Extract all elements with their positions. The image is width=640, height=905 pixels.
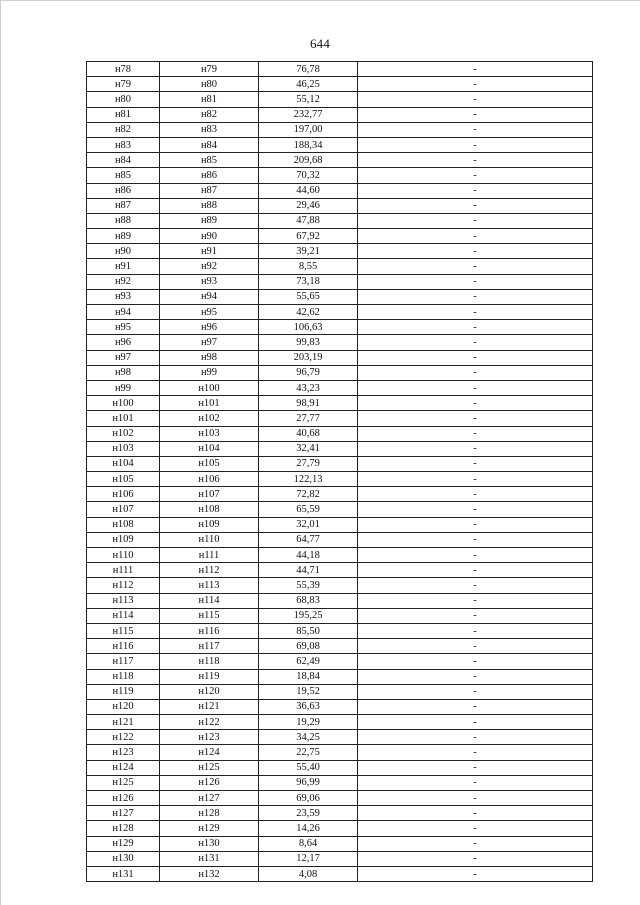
- note-cell: -: [358, 684, 593, 699]
- to-point-cell: н86: [160, 168, 259, 183]
- to-point-cell: н119: [160, 669, 259, 684]
- to-point-cell: н106: [160, 472, 259, 487]
- note-cell: -: [358, 821, 593, 836]
- note-cell: -: [358, 77, 593, 92]
- table-row: [87, 669, 593, 684]
- distance-cell: 40,68: [259, 426, 358, 441]
- to-point-cell: н118: [160, 654, 259, 669]
- distance-cell: 42,62: [259, 305, 358, 320]
- from-point-cell: н84: [87, 153, 160, 168]
- from-point-cell: н95: [87, 320, 160, 335]
- distance-cell: 98,91: [259, 396, 358, 411]
- to-point-cell: н112: [160, 563, 259, 578]
- distance-cell: 72,82: [259, 487, 358, 502]
- distance-cell: 73,18: [259, 274, 358, 289]
- table-row: [87, 775, 593, 790]
- table-row: [87, 137, 593, 152]
- table-row: [87, 213, 593, 228]
- distance-cell: 96,99: [259, 775, 358, 790]
- note-cell: -: [358, 745, 593, 760]
- to-point-cell: н104: [160, 441, 259, 456]
- distance-cell: 32,01: [259, 517, 358, 532]
- from-point-cell: н115: [87, 623, 160, 638]
- table-row: [87, 487, 593, 502]
- note-cell: -: [358, 183, 593, 198]
- note-cell: -: [358, 365, 593, 380]
- distance-cell: 68,83: [259, 593, 358, 608]
- table-row: [87, 472, 593, 487]
- table-body: [87, 62, 593, 882]
- to-point-cell: н90: [160, 229, 259, 244]
- note-cell: -: [358, 350, 593, 365]
- distance-cell: 188,34: [259, 137, 358, 152]
- distance-cell: 18,84: [259, 669, 358, 684]
- table-row: [87, 183, 593, 198]
- to-point-cell: н114: [160, 593, 259, 608]
- table-row: [87, 168, 593, 183]
- to-point-cell: н131: [160, 851, 259, 866]
- from-point-cell: н125: [87, 775, 160, 790]
- note-cell: -: [358, 259, 593, 274]
- distance-cell: 4,08: [259, 866, 358, 881]
- table-row: [87, 608, 593, 623]
- from-point-cell: н119: [87, 684, 160, 699]
- table-row: [87, 715, 593, 730]
- to-point-cell: н82: [160, 107, 259, 122]
- note-cell: -: [358, 396, 593, 411]
- table-row: [87, 305, 593, 320]
- note-cell: -: [358, 639, 593, 654]
- note-cell: -: [358, 274, 593, 289]
- table-row: [87, 791, 593, 806]
- distance-cell: 197,00: [259, 122, 358, 137]
- from-point-cell: н128: [87, 821, 160, 836]
- table-row: [87, 639, 593, 654]
- distance-cell: 209,68: [259, 153, 358, 168]
- from-point-cell: н108: [87, 517, 160, 532]
- table-row: [87, 426, 593, 441]
- note-cell: -: [358, 730, 593, 745]
- from-point-cell: н83: [87, 137, 160, 152]
- note-cell: -: [358, 791, 593, 806]
- from-point-cell: н110: [87, 548, 160, 563]
- from-point-cell: н109: [87, 532, 160, 547]
- from-point-cell: н116: [87, 639, 160, 654]
- table-row: [87, 259, 593, 274]
- from-point-cell: н131: [87, 866, 160, 881]
- table-row: [87, 62, 593, 77]
- note-cell: -: [358, 305, 593, 320]
- note-cell: -: [358, 472, 593, 487]
- distance-cell: 62,49: [259, 654, 358, 669]
- coordinates-table: [86, 61, 593, 882]
- distance-cell: 8,55: [259, 259, 358, 274]
- table-row: [87, 851, 593, 866]
- distance-cell: 195,25: [259, 608, 358, 623]
- table-row: [87, 229, 593, 244]
- to-point-cell: н124: [160, 745, 259, 760]
- from-point-cell: н82: [87, 122, 160, 137]
- note-cell: -: [358, 62, 593, 77]
- note-cell: -: [358, 578, 593, 593]
- from-point-cell: н122: [87, 730, 160, 745]
- note-cell: -: [358, 320, 593, 335]
- from-point-cell: н79: [87, 77, 160, 92]
- table-row: [87, 77, 593, 92]
- from-point-cell: н97: [87, 350, 160, 365]
- to-point-cell: н83: [160, 122, 259, 137]
- from-point-cell: н103: [87, 441, 160, 456]
- note-cell: -: [358, 380, 593, 395]
- table-row: [87, 244, 593, 259]
- to-point-cell: н98: [160, 350, 259, 365]
- page-number: 644: [309, 36, 331, 51]
- distance-cell: 14,26: [259, 821, 358, 836]
- to-point-cell: н81: [160, 92, 259, 107]
- note-cell: -: [358, 851, 593, 866]
- to-point-cell: н93: [160, 274, 259, 289]
- note-cell: -: [358, 502, 593, 517]
- from-point-cell: н96: [87, 335, 160, 350]
- table-row: [87, 411, 593, 426]
- from-point-cell: н92: [87, 274, 160, 289]
- table-row: [87, 320, 593, 335]
- from-point-cell: н91: [87, 259, 160, 274]
- table-row: [87, 548, 593, 563]
- from-point-cell: н124: [87, 760, 160, 775]
- note-cell: -: [358, 153, 593, 168]
- table-row: [87, 122, 593, 137]
- note-cell: -: [358, 836, 593, 851]
- from-point-cell: н78: [87, 62, 160, 77]
- note-cell: -: [358, 866, 593, 881]
- note-cell: -: [358, 92, 593, 107]
- distance-cell: 8,64: [259, 836, 358, 851]
- note-cell: -: [358, 441, 593, 456]
- to-point-cell: н110: [160, 532, 259, 547]
- table-row: [87, 563, 593, 578]
- to-point-cell: н108: [160, 502, 259, 517]
- to-point-cell: н95: [160, 305, 259, 320]
- distance-cell: 76,78: [259, 62, 358, 77]
- distance-cell: 27,77: [259, 411, 358, 426]
- from-point-cell: н94: [87, 305, 160, 320]
- to-point-cell: н129: [160, 821, 259, 836]
- scan-edge-left: [0, 0, 1, 905]
- from-point-cell: н118: [87, 669, 160, 684]
- from-point-cell: н105: [87, 472, 160, 487]
- table-row: [87, 684, 593, 699]
- distance-cell: 47,88: [259, 213, 358, 228]
- distance-cell: 44,60: [259, 183, 358, 198]
- distance-cell: 99,83: [259, 335, 358, 350]
- note-cell: -: [358, 198, 593, 213]
- to-point-cell: н120: [160, 684, 259, 699]
- table-row: [87, 745, 593, 760]
- to-point-cell: н96: [160, 320, 259, 335]
- table-row: [87, 730, 593, 745]
- distance-cell: 232,77: [259, 107, 358, 122]
- table-row: [87, 699, 593, 714]
- distance-cell: 69,06: [259, 791, 358, 806]
- note-cell: -: [358, 289, 593, 304]
- table-row: [87, 593, 593, 608]
- from-point-cell: н89: [87, 229, 160, 244]
- distance-cell: 55,40: [259, 760, 358, 775]
- table-row: [87, 441, 593, 456]
- to-point-cell: н89: [160, 213, 259, 228]
- from-point-cell: н93: [87, 289, 160, 304]
- note-cell: -: [358, 411, 593, 426]
- to-point-cell: н103: [160, 426, 259, 441]
- table-row: [87, 866, 593, 881]
- to-point-cell: н109: [160, 517, 259, 532]
- distance-cell: 67,92: [259, 229, 358, 244]
- distance-cell: 22,75: [259, 745, 358, 760]
- table-row: [87, 821, 593, 836]
- to-point-cell: н107: [160, 487, 259, 502]
- note-cell: -: [358, 517, 593, 532]
- from-point-cell: н120: [87, 699, 160, 714]
- from-point-cell: н123: [87, 745, 160, 760]
- distance-cell: 46,25: [259, 77, 358, 92]
- distance-cell: 64,77: [259, 532, 358, 547]
- table-row: [87, 760, 593, 775]
- from-point-cell: н113: [87, 593, 160, 608]
- note-cell: -: [358, 548, 593, 563]
- distance-cell: 19,52: [259, 684, 358, 699]
- table-row: [87, 92, 593, 107]
- distance-cell: 55,65: [259, 289, 358, 304]
- distance-cell: 203,19: [259, 350, 358, 365]
- note-cell: -: [358, 168, 593, 183]
- distance-cell: 36,63: [259, 699, 358, 714]
- note-cell: -: [358, 669, 593, 684]
- distance-cell: 70,32: [259, 168, 358, 183]
- from-point-cell: н106: [87, 487, 160, 502]
- distance-cell: 43,23: [259, 380, 358, 395]
- note-cell: -: [358, 335, 593, 350]
- to-point-cell: н84: [160, 137, 259, 152]
- from-point-cell: н127: [87, 806, 160, 821]
- note-cell: -: [358, 229, 593, 244]
- to-point-cell: н91: [160, 244, 259, 259]
- to-point-cell: н92: [160, 259, 259, 274]
- distance-cell: 44,71: [259, 563, 358, 578]
- from-point-cell: н87: [87, 198, 160, 213]
- distance-cell: 12,17: [259, 851, 358, 866]
- to-point-cell: н121: [160, 699, 259, 714]
- from-point-cell: н86: [87, 183, 160, 198]
- from-point-cell: н101: [87, 411, 160, 426]
- table-row: [87, 153, 593, 168]
- to-point-cell: н102: [160, 411, 259, 426]
- table-row: [87, 289, 593, 304]
- to-point-cell: н123: [160, 730, 259, 745]
- to-point-cell: н113: [160, 578, 259, 593]
- distance-cell: 32,41: [259, 441, 358, 456]
- distance-cell: 29,46: [259, 198, 358, 213]
- from-point-cell: н121: [87, 715, 160, 730]
- to-point-cell: н122: [160, 715, 259, 730]
- from-point-cell: н90: [87, 244, 160, 259]
- to-point-cell: н87: [160, 183, 259, 198]
- to-point-cell: н99: [160, 365, 259, 380]
- from-point-cell: н130: [87, 851, 160, 866]
- distance-cell: 69,08: [259, 639, 358, 654]
- note-cell: -: [358, 122, 593, 137]
- to-point-cell: н125: [160, 760, 259, 775]
- from-point-cell: н117: [87, 654, 160, 669]
- from-point-cell: н107: [87, 502, 160, 517]
- to-point-cell: н105: [160, 456, 259, 471]
- note-cell: -: [358, 487, 593, 502]
- table-row: [87, 350, 593, 365]
- note-cell: -: [358, 244, 593, 259]
- table-row: [87, 532, 593, 547]
- note-cell: -: [358, 608, 593, 623]
- note-cell: -: [358, 107, 593, 122]
- from-point-cell: н99: [87, 380, 160, 395]
- table-row: [87, 502, 593, 517]
- table-row: [87, 623, 593, 638]
- distance-cell: 55,12: [259, 92, 358, 107]
- table-row: [87, 578, 593, 593]
- from-point-cell: н102: [87, 426, 160, 441]
- note-cell: -: [358, 137, 593, 152]
- from-point-cell: н88: [87, 213, 160, 228]
- distance-cell: 106,63: [259, 320, 358, 335]
- to-point-cell: н85: [160, 153, 259, 168]
- to-point-cell: н94: [160, 289, 259, 304]
- note-cell: -: [358, 715, 593, 730]
- table-row: [87, 456, 593, 471]
- from-point-cell: н80: [87, 92, 160, 107]
- note-cell: -: [358, 623, 593, 638]
- note-cell: -: [358, 456, 593, 471]
- to-point-cell: н127: [160, 791, 259, 806]
- distance-cell: 23,59: [259, 806, 358, 821]
- distance-cell: 39,21: [259, 244, 358, 259]
- from-point-cell: н111: [87, 563, 160, 578]
- table-row: [87, 806, 593, 821]
- to-point-cell: н128: [160, 806, 259, 821]
- table-row: [87, 365, 593, 380]
- from-point-cell: н104: [87, 456, 160, 471]
- to-point-cell: н132: [160, 866, 259, 881]
- from-point-cell: н100: [87, 396, 160, 411]
- from-point-cell: н81: [87, 107, 160, 122]
- to-point-cell: н116: [160, 623, 259, 638]
- to-point-cell: н80: [160, 77, 259, 92]
- table-row: [87, 517, 593, 532]
- to-point-cell: н79: [160, 62, 259, 77]
- to-point-cell: н117: [160, 639, 259, 654]
- to-point-cell: н101: [160, 396, 259, 411]
- from-point-cell: н112: [87, 578, 160, 593]
- to-point-cell: н111: [160, 548, 259, 563]
- distance-cell: 34,25: [259, 730, 358, 745]
- from-point-cell: н129: [87, 836, 160, 851]
- scan-edge-top: [0, 0, 640, 1]
- note-cell: -: [358, 532, 593, 547]
- to-point-cell: н88: [160, 198, 259, 213]
- note-cell: -: [358, 213, 593, 228]
- table-row: [87, 836, 593, 851]
- from-point-cell: н85: [87, 168, 160, 183]
- note-cell: -: [358, 699, 593, 714]
- from-point-cell: н126: [87, 791, 160, 806]
- to-point-cell: н130: [160, 836, 259, 851]
- note-cell: -: [358, 426, 593, 441]
- note-cell: -: [358, 563, 593, 578]
- distance-cell: 44,18: [259, 548, 358, 563]
- from-point-cell: н114: [87, 608, 160, 623]
- distance-cell: 65,59: [259, 502, 358, 517]
- distance-cell: 96,79: [259, 365, 358, 380]
- note-cell: -: [358, 654, 593, 669]
- to-point-cell: н115: [160, 608, 259, 623]
- distance-cell: 122,13: [259, 472, 358, 487]
- distance-cell: 19,29: [259, 715, 358, 730]
- distance-cell: 55,39: [259, 578, 358, 593]
- note-cell: -: [358, 760, 593, 775]
- from-point-cell: н98: [87, 365, 160, 380]
- table-row: [87, 335, 593, 350]
- to-point-cell: н97: [160, 335, 259, 350]
- note-cell: -: [358, 593, 593, 608]
- note-cell: -: [358, 775, 593, 790]
- table-row: [87, 654, 593, 669]
- to-point-cell: н100: [160, 380, 259, 395]
- distance-cell: 85,50: [259, 623, 358, 638]
- table-row: [87, 396, 593, 411]
- table-row: [87, 274, 593, 289]
- note-cell: -: [358, 806, 593, 821]
- distance-cell: 27,79: [259, 456, 358, 471]
- table-row: [87, 198, 593, 213]
- table-row: [87, 380, 593, 395]
- table-row: [87, 107, 593, 122]
- to-point-cell: н126: [160, 775, 259, 790]
